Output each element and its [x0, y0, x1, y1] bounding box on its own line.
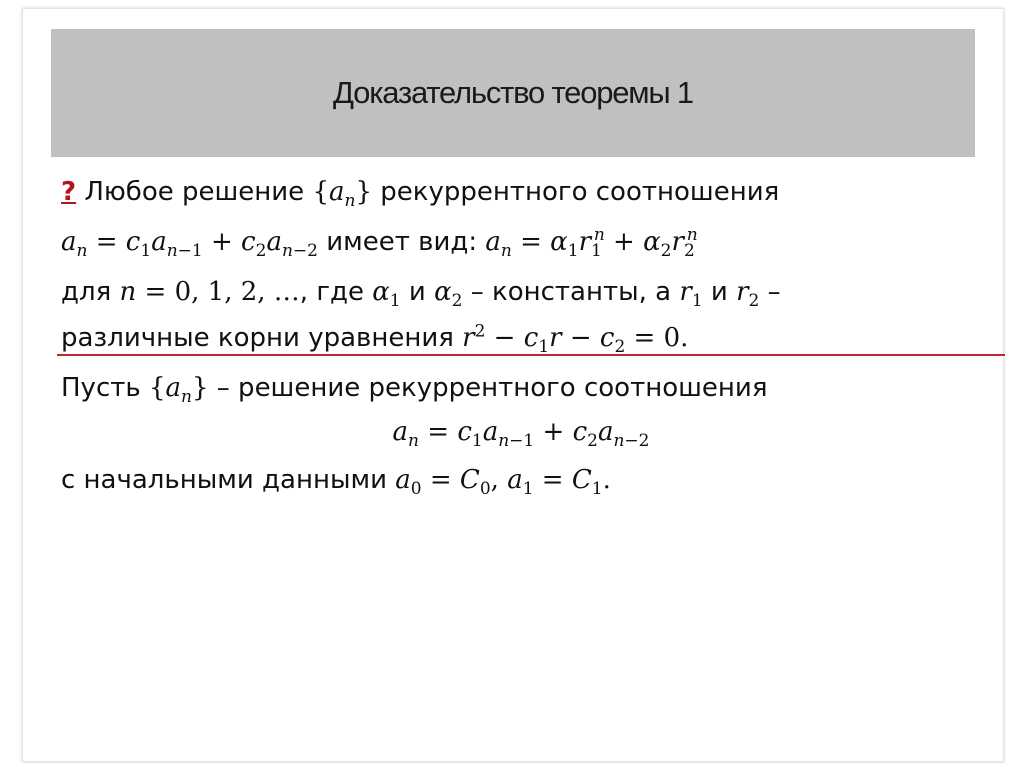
formula-sequence-2: $\{a_n\}$ [148, 373, 209, 408]
formula-n-values: n = 0, 1, 2, … [119, 277, 300, 307]
text-where: , где [299, 277, 364, 307]
text-constants: – константы, а [470, 277, 672, 307]
text-initial-data: с начальными данными [61, 465, 387, 495]
text-has-form: имеет вид: [326, 227, 478, 257]
text-let: Пусть [61, 373, 141, 403]
formula-general-solution: $a_n = \alpha_1r_1^n + \alpha_2r_2^n$ [485, 225, 698, 262]
formula-recurrence-centered: $a_n = c_1a_{n-1} + c_2a_{n-2}$ [392, 417, 650, 452]
slide-title: Доказательство теоремы 1 [333, 75, 693, 110]
text-and-2: и [710, 277, 728, 307]
title-band [51, 29, 975, 157]
line-5 [61, 373, 768, 408]
formula-r1: $r_1$ [679, 277, 703, 312]
line-4 [61, 321, 689, 358]
formula-alpha2: $\alpha_2$ [434, 277, 463, 312]
formula-characteristic-equation: $r^2 - c_1r - c_2 = 0$. [462, 321, 689, 358]
line-3 [61, 277, 781, 312]
question-mark: ? [61, 177, 77, 207]
line-2 [61, 225, 698, 262]
text-dash: – [767, 277, 781, 307]
text-recurrence: рекуррентного соотношения [380, 177, 780, 207]
text-for: для [61, 277, 112, 307]
text-any-solution: Любое решение [84, 177, 305, 207]
formula-r2: $r_2$ [736, 277, 760, 312]
line-7 [61, 465, 611, 500]
line-1 [61, 177, 780, 212]
text-and-1: и [408, 277, 426, 307]
line-6 [61, 417, 981, 452]
slide [22, 8, 1004, 762]
red-divider-line [57, 354, 1005, 356]
formula-initial-conditions: $a_0 = C_0$, $a_1 = C_1$. [395, 465, 611, 500]
text-solution-of-recurrence: – решение рекуррентного соотношения [216, 373, 768, 403]
formula-alpha1: $\alpha_1$ [372, 277, 401, 312]
formula-sequence: $\{a_n\}$ [312, 177, 373, 212]
ellipsis: … [273, 277, 300, 307]
text-distinct-roots: различные корни уравнения [61, 323, 454, 353]
formula-recurrence: $a_n = c_1a_{n-1} + c_2a_{n-2}$ [61, 227, 318, 262]
